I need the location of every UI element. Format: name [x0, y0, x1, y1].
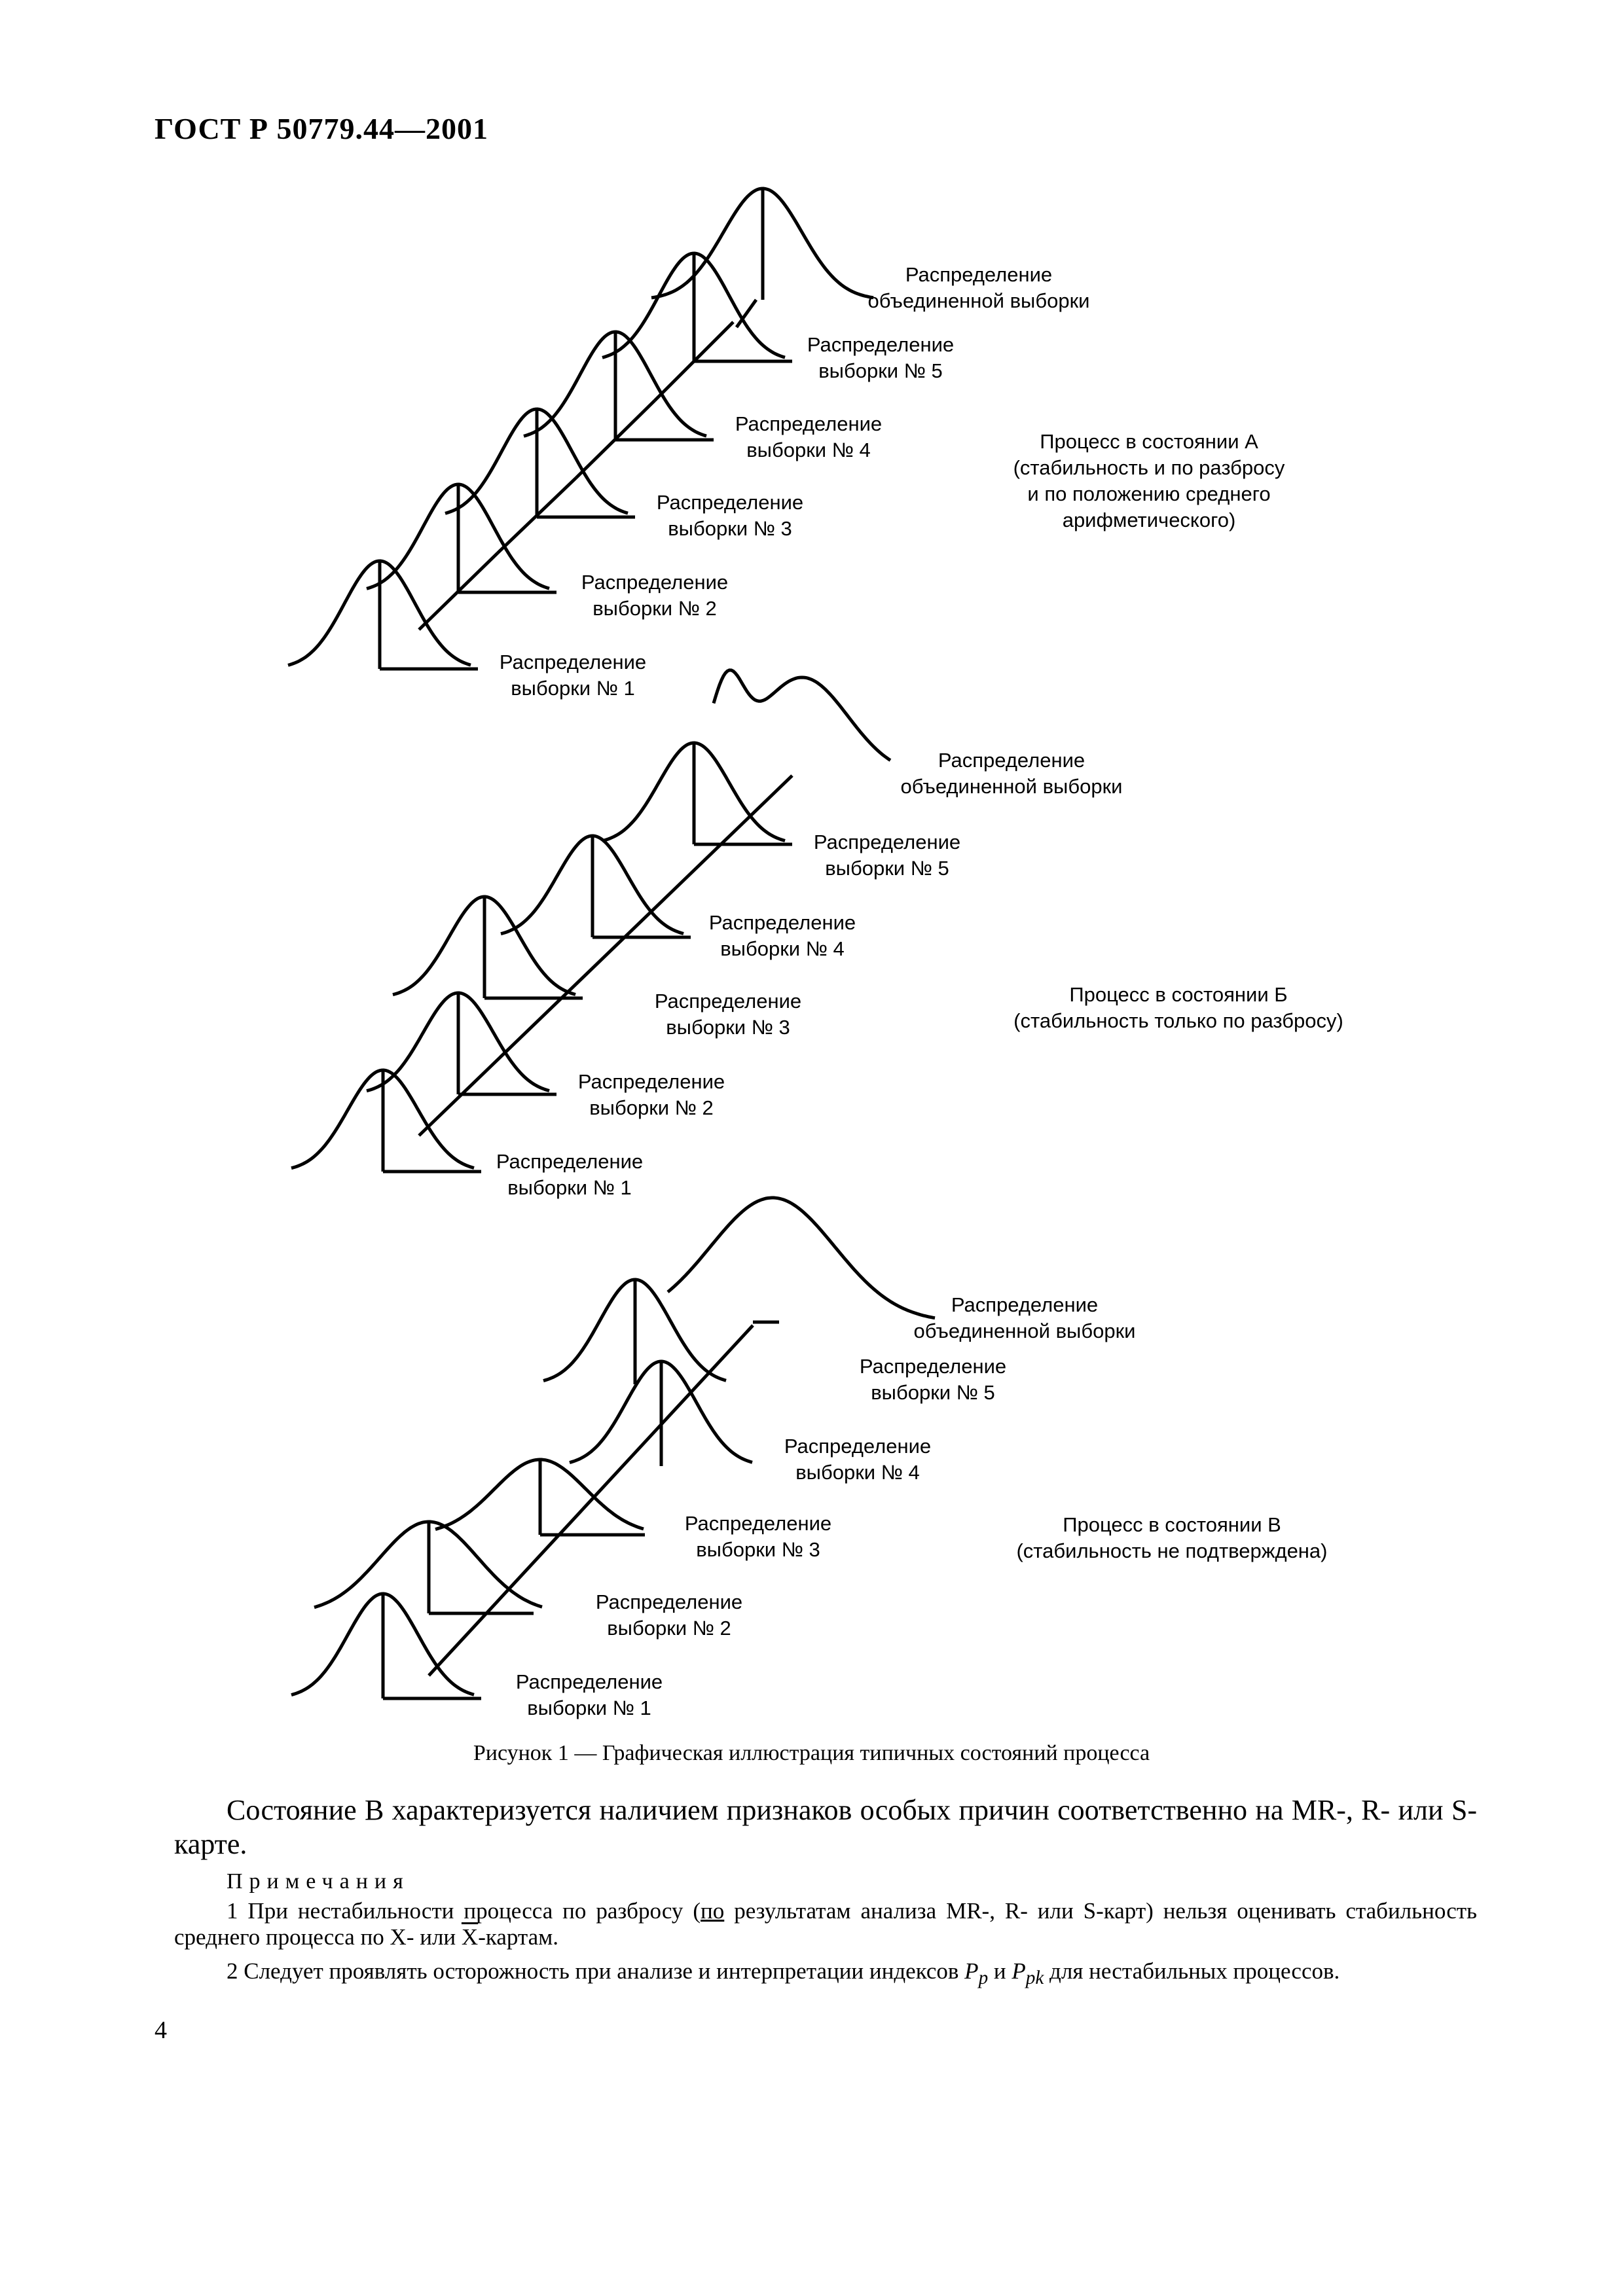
- index-pp: $P_p$: [964, 1958, 989, 1988]
- c-label-s5: Распределение выборки № 5: [859, 1355, 1007, 1404]
- a-label-s3: Распределение выборки № 3: [656, 491, 804, 540]
- b-label-s1: Распределение выборки № 1: [496, 1150, 644, 1199]
- note-1-part-c: -картам.: [478, 1924, 559, 1950]
- c-label-s4: Распределение выборки № 4: [784, 1435, 932, 1484]
- index-ppk: $P_{pk}$: [1012, 1958, 1044, 1988]
- b-label-s2: Распределение выборки № 2: [577, 1070, 725, 1119]
- c-combined-curve: [668, 1198, 935, 1318]
- c-label-s1: Распределение выборки № 1: [515, 1670, 663, 1719]
- a-label-s1: Распределение выборки № 1: [499, 651, 647, 700]
- a-state-label: Процесс в состоянии А (стабильность и по разбросу и по положению среднего арифметического): [1013, 430, 1285, 531]
- b-combined-curve: [714, 670, 890, 761]
- page-number: 4: [155, 2017, 167, 2044]
- note-2: [174, 1958, 1477, 1991]
- note-2-part-a: 2 Следует проявлять осторожность при анализе и интерпретации индексов: [227, 1958, 965, 1984]
- figure-labels: [496, 263, 1343, 1719]
- a-label-s4: Распределение выборки № 4: [735, 412, 883, 461]
- c-label-s2: Распределение выборки № 2: [595, 1590, 743, 1640]
- c-label-combined: Распределение объединенной выборки: [913, 1293, 1136, 1342]
- paragraph-state-v: Состояние В характеризуется наличием признаков особых причин соответственно на MR-, R- или S-карте.: [174, 1794, 1477, 1860]
- note-1-part-b: результатам анализа MR-, R- или S-карт) нельзя оценивать стабильность среднего процесса по X- или: [174, 1898, 1477, 1950]
- b-label-s3: Распределение выборки № 3: [654, 990, 802, 1039]
- b-label-s4: Распределение выборки № 4: [708, 911, 856, 960]
- note-2-part-c: для нестабильных процессов.: [1044, 1958, 1340, 1984]
- figure-caption: Рисунок 1 — Графическая иллюстрация типичных состояний процесса: [473, 1741, 1150, 1765]
- b-state-label: Процесс в состоянии Б (стабильность только по разбросу): [1013, 983, 1343, 1032]
- note-1: [174, 1898, 1477, 1950]
- b-label-s5: Распределение выборки № 5: [813, 831, 961, 880]
- a-label-s5: Распределение выборки № 5: [807, 333, 955, 382]
- c-state-label: Процесс в состоянии В (стабильность не подтверждена): [1016, 1513, 1328, 1562]
- document-number: ГОСТ Р 50779.44—2001: [155, 112, 488, 145]
- a-label-s2: Распределение выборки № 2: [581, 571, 729, 620]
- c-label-s3: Распределение выборки № 3: [684, 1512, 832, 1561]
- note-1-part-a: 1 При нестабильности процесса по разбросу (: [227, 1898, 701, 1924]
- note-1-xbar: $\overline{X}$: [461, 1924, 479, 1950]
- note-1-underlined: по: [701, 1898, 725, 1924]
- a-label-combined: Распределение объединенной выборки: [867, 263, 1090, 312]
- notes-title: Примечания: [227, 1869, 410, 1893]
- note-2-part-b: и: [988, 1958, 1012, 1984]
- b-label-combined: Распределение объединенной выборки: [900, 749, 1123, 798]
